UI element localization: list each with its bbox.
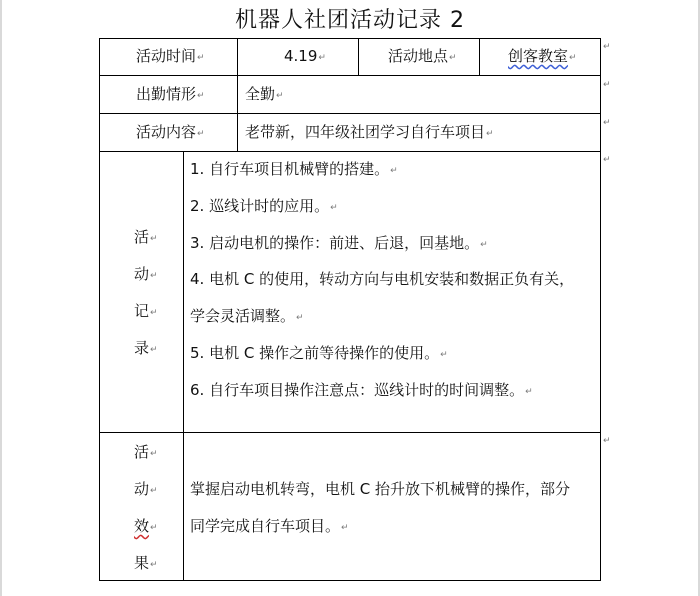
effect-line: 同学完成自行车项目。↵ <box>190 517 349 535</box>
row-end-mark: ↵ <box>603 436 611 446</box>
table-row-divider <box>99 432 601 433</box>
paragraph-mark: ↵ <box>276 91 284 101</box>
row-end-mark: ↵ <box>603 42 611 52</box>
table-row-divider <box>99 151 601 152</box>
place-value: 创客教室 <box>508 47 569 65</box>
content-value-cell <box>245 122 494 144</box>
table-row-divider <box>99 75 601 76</box>
place-label: 活动地点 <box>388 47 449 65</box>
record-label-char: 录↵ <box>134 339 158 357</box>
effect-label-char: 活↵ <box>134 443 158 461</box>
record-label-char: 动↵ <box>134 265 158 283</box>
paragraph-mark: ↵ <box>569 53 577 63</box>
page-edge-left <box>0 0 2 596</box>
record-item: 2. 巡线计时的应用。↵ <box>190 197 338 215</box>
paragraph-mark: ↵ <box>197 129 205 139</box>
table-border-right <box>600 38 601 581</box>
time-value-cell <box>284 46 326 68</box>
table-border-top <box>99 38 601 39</box>
table-col-divider <box>479 38 480 75</box>
table-row-divider <box>99 113 601 114</box>
paragraph-mark: ↵ <box>486 129 494 139</box>
paragraph-mark: ↵ <box>318 53 326 63</box>
time-value: 4.19 <box>284 47 318 65</box>
effect-label-char: 果↵ <box>134 554 158 572</box>
effect-label-char: 动↵ <box>134 480 158 498</box>
table-border-bottom <box>99 580 601 581</box>
record-label-char: 记↵ <box>134 302 158 320</box>
attendance-label-cell <box>136 84 205 106</box>
record-item: 4. 电机 C 的使用，转动方向与电机安装和数据正负有关， <box>190 270 575 288</box>
table-col-divider <box>237 38 238 151</box>
row-end-mark: ↵ <box>603 80 611 90</box>
content-value: 老带新，四年级社团学习自行车项目 <box>245 123 486 141</box>
attendance-value: 全勤 <box>245 85 276 103</box>
table-col-divider <box>183 151 184 581</box>
content-label: 活动内容 <box>136 123 197 141</box>
record-label-char: 活↵ <box>134 228 158 246</box>
record-item: 3. 启动电机的操作：前进、后退，回基地。↵ <box>190 234 488 252</box>
place-value-cell <box>508 46 577 68</box>
time-label-cell <box>136 46 205 68</box>
table-border-left <box>99 38 100 581</box>
paragraph-mark: ↵ <box>197 53 205 63</box>
title-text: 机器人社团活动记录 2 <box>235 8 465 33</box>
record-item: 1. 自行车项目机械臂的搭建。↵ <box>190 160 398 178</box>
time-label: 活动时间 <box>136 47 197 65</box>
attendance-label: 出勤情形 <box>136 85 197 103</box>
document-title <box>0 6 700 36</box>
record-item: 6. 自行车项目操作注意点：巡线计时的时间调整。↵ <box>190 381 533 399</box>
table-col-divider <box>358 38 359 75</box>
paragraph-mark: ↵ <box>197 91 205 101</box>
row-end-mark: ↵ <box>603 155 611 165</box>
paragraph-mark: ↵ <box>449 53 457 63</box>
row-end-mark: ↵ <box>603 118 611 128</box>
effect-line: 掌握启动电机转弯，电机 C 抬升放下机械臂的操作，部分 <box>190 480 571 498</box>
place-label-cell <box>388 46 457 68</box>
attendance-value-cell <box>245 84 284 106</box>
record-item: 学会灵活调整。↵ <box>190 307 304 325</box>
record-item: 5. 电机 C 操作之前等待操作的使用。↵ <box>190 344 448 362</box>
content-label-cell <box>136 122 205 144</box>
effect-label-char: 效↵ <box>134 517 158 535</box>
